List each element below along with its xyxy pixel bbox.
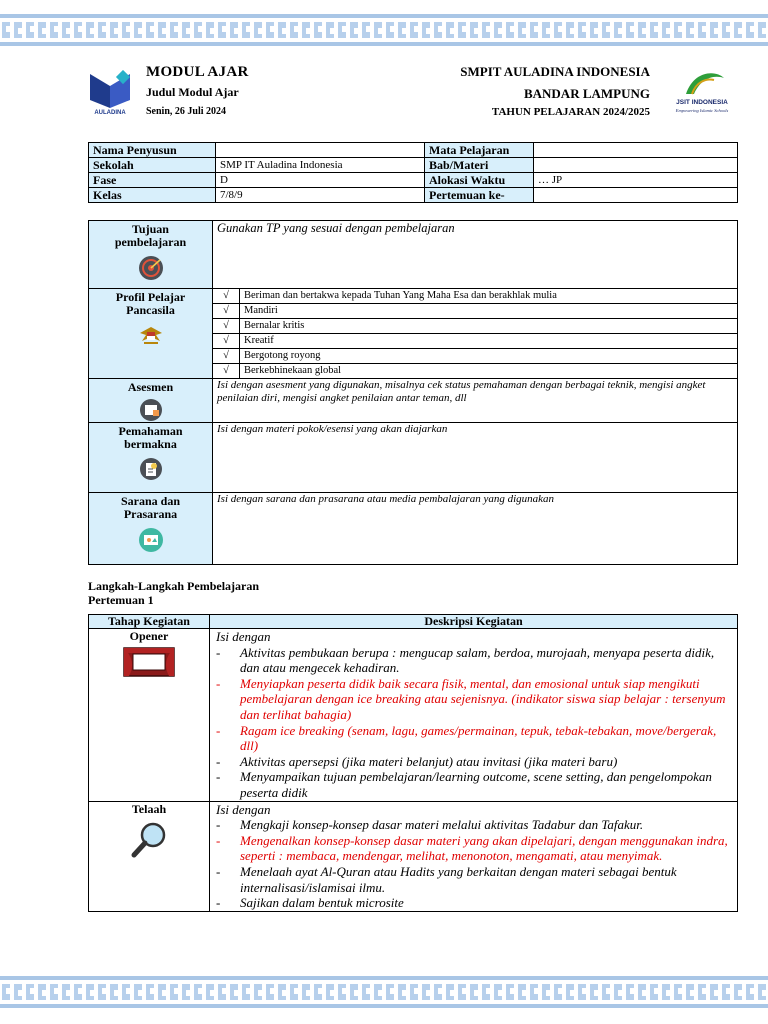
opener-intro: Isi dengan [216, 629, 271, 644]
profil-list [213, 289, 737, 378]
opener-stage-cell [89, 629, 210, 802]
school-name: SMPIT AULADINA INDONESIA [460, 64, 650, 79]
module-subtitle: Judul Modul Ajar [146, 85, 239, 99]
list-item [213, 334, 737, 349]
steps-heading [88, 579, 259, 607]
profil-label-line1: Profil Pelajar [115, 290, 186, 304]
logo-left-text: AULADINA [94, 110, 126, 116]
document-header [88, 58, 738, 122]
logo-right-text: JSIT INDONESIA [676, 99, 728, 106]
telaah-stage-cell [89, 801, 210, 911]
label-sekolah: Sekolah [89, 158, 216, 173]
label-nama-penyusun: Nama Penyusun [89, 143, 216, 158]
learning-steps-table [88, 614, 738, 912]
meeting-label: Pertemuan 1 [88, 593, 154, 607]
row-profil [89, 289, 738, 379]
table-row [89, 143, 738, 158]
assessment-icon [136, 398, 166, 422]
table-row [89, 188, 738, 203]
check-mark[interactable]: √ [213, 319, 240, 334]
tujuan-label-line1: Tujuan [132, 222, 169, 236]
profil-item: Beriman dan bertakwa kepada Tuhan Yang Maha Esa dan berakhlak mulia [240, 289, 738, 304]
decorative-border-bottom [0, 976, 768, 1008]
check-mark[interactable]: √ [213, 364, 240, 379]
list-item: - Mengkaji konsep-konsep dasar materi melalui aktivitas Tadabur dan Tafakur. [216, 817, 733, 833]
telaah-intro: Isi dengan [216, 801, 271, 817]
asesmen-label: Asesmen [127, 380, 174, 394]
row-opener [89, 629, 738, 802]
telaah-description [210, 801, 738, 911]
garuda-pancasila-icon [136, 323, 166, 349]
pemahaman-label-line2: bermakna [124, 437, 177, 451]
sarana-text[interactable]: Isi dengan sarana dan prasarana atau media pembalajaran yang digunakan [213, 493, 738, 565]
identity-table [88, 142, 738, 203]
magnifier-icon [129, 820, 169, 860]
list-item [213, 319, 737, 334]
understanding-icon [136, 457, 166, 481]
list-item: - Sajikan dalam bentuk microsite [216, 895, 733, 911]
opener-list [216, 645, 733, 801]
profil-label-line2: Pancasila [126, 303, 175, 317]
module-components-table [88, 220, 738, 565]
row-pemahaman [89, 423, 738, 493]
document-title: MODUL AJAR [146, 64, 249, 80]
sarana-label-line2: Prasarana [123, 507, 178, 521]
facilities-icon [136, 527, 166, 553]
list-item [213, 289, 737, 304]
value-bab-materi[interactable] [534, 158, 738, 173]
list-item: - Ragam ice breaking (senam, lagu, games/permainan, tepuk, tebak-tebakan, move/bergerak, dll) [216, 723, 733, 754]
profil-item: Kreatif [240, 334, 738, 349]
label-pertemuan: Pertemuan ke- [425, 188, 534, 203]
opener-description [210, 629, 738, 802]
tujuan-text[interactable]: Gunakan TP yang sesuai dengan pembelajaran [213, 221, 738, 289]
row-sarana [89, 493, 738, 565]
profil-list-cell [213, 289, 738, 379]
check-mark[interactable]: √ [213, 304, 240, 319]
target-icon [136, 255, 166, 281]
list-item: - Menyiapkan peserta didik baik secara fisik, mental, dan emosional untuk siap mengikuti pembelajaran dengan ice breaking atau sejenisnya. (indikator siswa siap belajar : tersenyum dan terlihat bahagia) [216, 676, 733, 723]
value-fase[interactable]: D [216, 173, 425, 188]
list-item: - Mengenalkan konsep-konsep dasar materi yang akan dipelajari, dengan menggunakan indra, seperti : membaca, mendengar, melihat, menonoton, mengamati, atau menyimak. [216, 833, 733, 864]
value-alokasi-waktu[interactable]: … JP [534, 173, 738, 188]
list-item [213, 304, 737, 319]
list-item: - Menelaah ayat Al-Quran atau Hadits yang berkaitan dengan materi sebagai bentuk internalisasi/islamisai ilmu. [216, 864, 733, 895]
row-telaah [89, 801, 738, 911]
list-item: - Menyampaikan tujuan pembelajaran/learning outcome, scene setting, dan pengelompokan peserta didik [216, 769, 733, 800]
table-header-row [89, 615, 738, 629]
school-year: TAHUN PELAJARAN 2024/2025 [491, 106, 650, 118]
tujuan-label-line2: pembelajaran [114, 235, 187, 249]
table-row [89, 158, 738, 173]
sarana-label-line1: Sarana dan [120, 494, 181, 508]
pemahaman-label-line1: Pemahaman [118, 424, 183, 438]
list-item: - Aktivitas pembukaan berupa : mengucap salam, berdoa, murojaah, menyapa peserta didik, dan atau mengecek kehadiran. [216, 645, 733, 676]
opener-label: Opener [129, 629, 169, 643]
label-fase: Fase [89, 173, 216, 188]
value-sekolah[interactable]: SMP IT Auladina Indonesia [216, 158, 425, 173]
pemahaman-label-cell [89, 423, 213, 493]
profil-item: Mandiri [240, 304, 738, 319]
label-alokasi-waktu: Alokasi Waktu [425, 173, 534, 188]
label-kelas: Kelas [89, 188, 216, 203]
school-city: BANDAR LAMPUNG [523, 86, 650, 101]
steps-title: Langkah-Langkah Pembelajaran [88, 579, 260, 593]
value-pertemuan[interactable] [534, 188, 738, 203]
check-mark[interactable]: √ [213, 349, 240, 364]
asesmen-label-cell [89, 379, 213, 423]
profil-item: Berkebhinekaan global [244, 365, 342, 376]
decorative-border-top [0, 14, 768, 46]
list-item [213, 349, 737, 364]
value-kelas[interactable]: 7/8/9 [216, 188, 425, 203]
col-header-description: Deskripsi Kegiatan [210, 615, 738, 629]
value-nama-penyusun[interactable] [216, 143, 425, 158]
telaah-list [216, 817, 733, 911]
check-mark[interactable]: √ [213, 334, 240, 349]
pemahaman-text[interactable]: Isi dengan materi pokok/esensi yang akan diajarkan [213, 423, 738, 493]
tujuan-label-cell [89, 221, 213, 289]
logo-right-tagline: Empowering Islamic Schools [675, 108, 729, 113]
table-row [89, 173, 738, 188]
check-mark[interactable]: √ [213, 289, 240, 304]
label-bab-materi: Bab/Materi [425, 158, 534, 173]
auladina-logo [88, 70, 132, 116]
col-header-stage: Tahap Kegiatan [89, 615, 210, 629]
value-mata-pelajaran[interactable] [534, 143, 738, 158]
profil-label-cell [89, 289, 213, 379]
row-tujuan [89, 221, 738, 289]
list-item [213, 364, 737, 379]
telaah-label: Telaah [131, 801, 167, 816]
asesmen-text[interactable]: Isi dengan asesment yang digunakan, misalnya cek status pemahaman dengan berbagai teknik, mengisi angket penilaian diri, mengisi angket penilaian antar teman, dll [213, 379, 738, 423]
jsit-logo [666, 64, 738, 116]
document-date: Senin, 26 Juli 2024 [146, 106, 227, 117]
profil-item: Bergotong royong [240, 349, 738, 364]
label-mata-pelajaran: Mata Pelajaran [425, 143, 534, 158]
list-item: - Aktivitas apersepsi (jika materi belanjut) atau invitasi (jika materi baru) [216, 754, 733, 770]
row-asesmen [89, 379, 738, 423]
profil-item: Bernalar kritis [240, 319, 738, 334]
stage-curtain-icon [123, 647, 175, 677]
sarana-label-cell [89, 493, 213, 565]
